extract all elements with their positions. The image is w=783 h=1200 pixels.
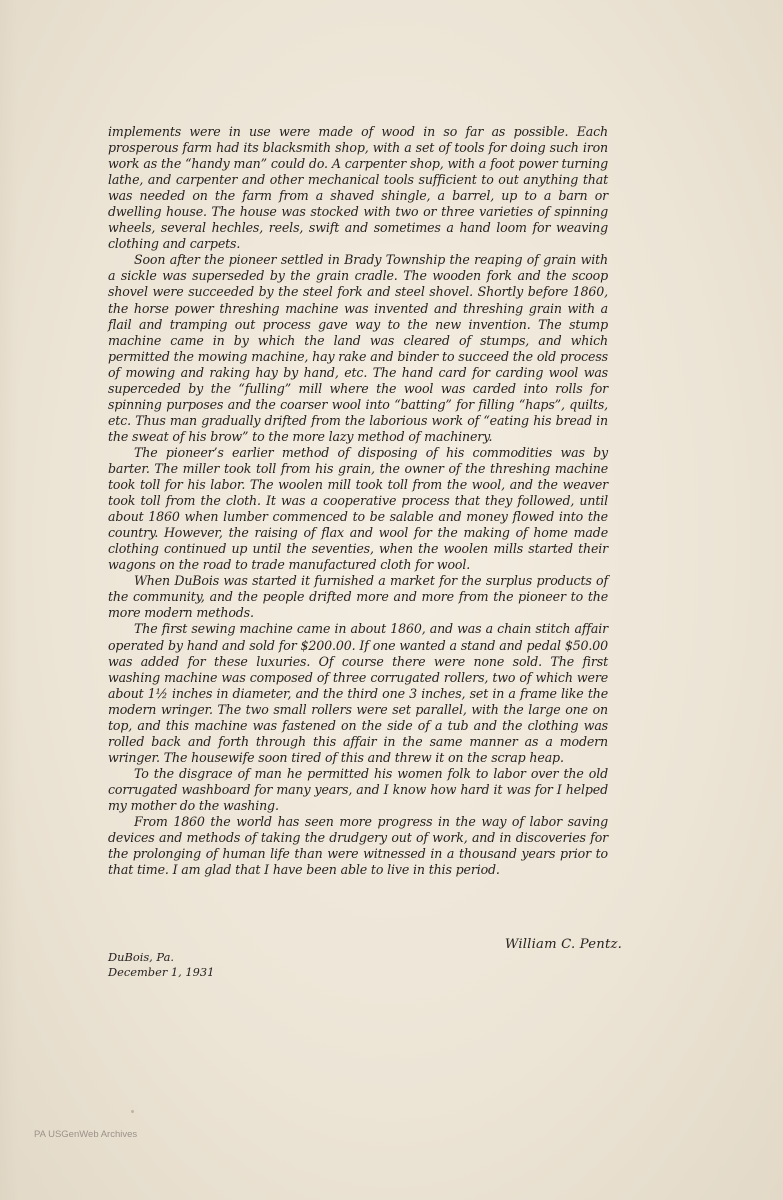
archive-watermark: PA USGenWeb Archives — [34, 1129, 138, 1140]
paragraph-7: From 1860 the world has seen more progress in the way of labor saving devices and methods of taking the drudgery out of work, and in discoveries for the prolonging of human life than were witnessed in a thousand years prior to that time. I am glad that I have been able to live in this period. — [108, 814, 608, 878]
paragraph-3: The pioneer’s earlier method of disposing of his commodities was by barter. The miller took toll from his grain, the owner of the threshing machine took toll for his labor. The woolen mill took toll from the wool, and the weaver took toll from the cloth. It was a cooperative process that they followed, until about 1860 when lumber commenced to be salable and money flowed into the country. However, the raising of flax and wool for the making of home made clothing continued up until the seventies, when the woolen mills started their wagons on the road to trade manufactured cloth for wool. — [108, 444, 608, 573]
paragraph-5: The first sewing machine came in about 1860, and was a chain stitch affair operated by hand and sold for $200.00. If one wanted a stand and pedal $50.00 was added for these luxuries. Of course there were none sold. The first washing machine was composed of three corrugated rollers, two of which were about 1½ inches in diameter, and the third one 3 inches, set in a frame like the modern wringer. The two small rollers were set parallel, with the large one on top, and this machine was fastened on the side of a tub and the clothing was rolled back and forth through this affair in the same manner as a modern wringer. The housewife soon tired of this and threw it on the scrap heap. — [108, 621, 608, 765]
place-line: DuBois, Pa. — [108, 950, 174, 964]
author-signature: William C. Pentz. — [504, 937, 622, 952]
paragraph-2: Soon after the pioneer settled in Brady Township the reaping of grain with a sickle was superseded by the grain cradle. The wooden fork and the scoop shovel were succeeded by the steel fork and steel shovel. Shortly before 1860, the horse power threshing machine was invented and threshing grain with a flail and tramping out process gave way to the new invention. The stump machine came in by which the land was cleared of stumps, and which permitted the mowing machine, hay rake and binder to succeed the old process of mowing and raking hay by hand, etc. The hand card for carding wool was superceded by the “fulling” mill where the wool was carded into rolls for spinning purposes and the coarser wool into “batting” for filling “haps”, quilts, etc. Thus man gradually drifted from the laborious work of “eating his bread in the sweat of his brow” to the more lazy method of machinery. — [108, 252, 608, 444]
date-line: December 1, 1931 — [108, 965, 215, 979]
paragraph-1: implements were in use were made of wood in so far as possible. Each prosperous farm had its blacksmith shop, with a set of tools for doing such iron work as the “handy man” could do. A carpenter shop, with a foot power turning lathe, and carpenter and other mechanical tools sufficient to out anything that was needed on the farm from a shaved shingle, a barrel, up to a barn or dwelling house. The house was stocked with two or three varieties of spinning wheels, several hechles, reels, swift and sometimes a hand loom for weaving clothing and carpets. — [108, 124, 608, 252]
paper-speck — [131, 1110, 134, 1113]
paragraph-4: When DuBois was started it furnished a market for the surplus products of the community, and the people drifted more and more from the pioneer to the more modern methods. — [108, 573, 608, 621]
article-body — [108, 124, 608, 878]
paragraph-6: To the disgrace of man he permitted his women folk to labor over the old corrugated washboard for many years, and I know how hard it was for I helped my mother do the washing. — [108, 765, 608, 813]
place-and-date — [108, 950, 214, 980]
